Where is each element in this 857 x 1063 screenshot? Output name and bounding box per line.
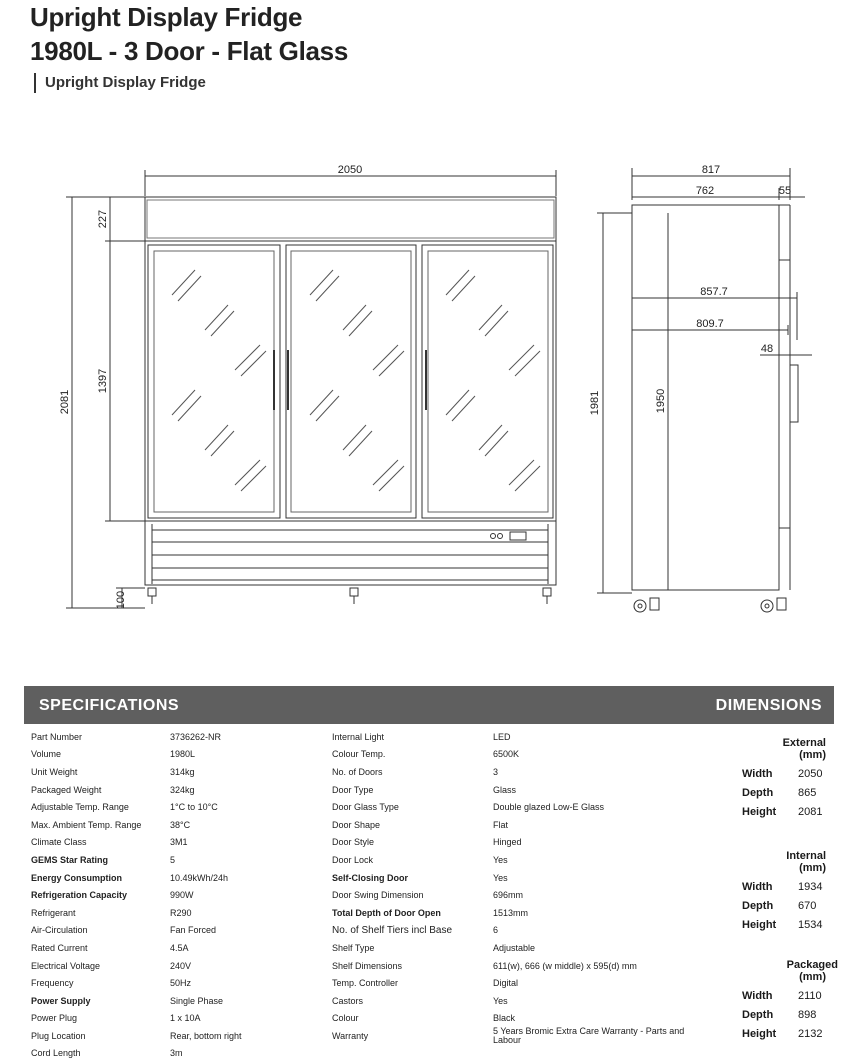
spec-label: No. of Doors [332, 766, 383, 777]
spec-label: Warranty [332, 1031, 369, 1042]
spec-label: Door Style [332, 837, 375, 848]
spec-value: Digital [493, 978, 519, 989]
spec-value: 3736262-NR [170, 731, 222, 742]
spec-label: Electrical Voltage [31, 960, 101, 971]
spec-value: Yes [493, 872, 508, 883]
dim-internal-unit: (mm) [799, 862, 826, 874]
spec-value: Hinged [493, 837, 522, 848]
dim-value: 865 [798, 787, 817, 799]
spec-value: Yes [493, 995, 508, 1006]
spec-row [332, 781, 693, 799]
spec-value: Glass [493, 784, 517, 795]
dim-label: Depth [742, 1009, 774, 1021]
spec-value: 611(w), 666 (w middle) x 595(d) mm [493, 960, 637, 971]
spec-label: Power Plug [31, 1013, 78, 1024]
specs-table-left [31, 728, 320, 1062]
spec-value: 6500K [493, 749, 520, 760]
spec-label: Door Shape [332, 819, 381, 830]
spec-row [31, 904, 320, 922]
spec-label: Frequency [31, 978, 74, 989]
spec-row [31, 922, 320, 940]
dim-side-depth-open-2: 809.7 [696, 318, 724, 330]
dim-canopy-height: 227 [97, 209, 109, 229]
spec-row [31, 834, 320, 852]
dim-value: 670 [798, 900, 817, 912]
spec-label: Colour [332, 1013, 359, 1024]
dimensions-packaged [738, 959, 838, 1044]
spec-label: No. of Shelf Tiers incl Base [332, 924, 453, 936]
dim-door-thickness: 55 [778, 185, 792, 197]
dim-front-height: 2081 [59, 389, 71, 415]
dim-internal-depth-row [738, 897, 838, 916]
spec-label: Unit Weight [31, 766, 78, 777]
dim-door-height: 1397 [97, 368, 109, 394]
spec-value: Fan Forced [170, 925, 217, 936]
spec-row [31, 1045, 320, 1063]
spec-label: Door Swing Dimension [332, 890, 424, 901]
spec-label: Door Type [332, 784, 374, 795]
spec-row [31, 869, 320, 887]
spec-label: Max. Ambient Temp. Range [31, 819, 142, 830]
dimensions-external [738, 737, 838, 822]
dim-value: 2050 [798, 768, 823, 780]
spec-label: Self-Closing Door [332, 872, 408, 883]
spec-label: Colour Temp. [332, 749, 386, 760]
spec-row [31, 851, 320, 869]
dim-label: Height [742, 919, 777, 931]
spec-row [31, 886, 320, 904]
spec-value: 38°C [170, 819, 191, 830]
spec-row [31, 763, 320, 781]
dimensions-heading: DIMENSIONS [715, 697, 822, 714]
spec-row [31, 1027, 320, 1045]
dim-label: Width [742, 881, 773, 893]
dim-handle-depth: 48 [760, 343, 774, 355]
dim-value: 1534 [798, 919, 823, 931]
dim-label: Width [742, 768, 773, 780]
spec-label: Air-Circulation [31, 925, 88, 936]
spec-row [31, 746, 320, 764]
spec-value: 696mm [493, 890, 524, 901]
dim-value: 898 [798, 1009, 817, 1021]
spec-value: 1 x 10A [170, 1013, 201, 1024]
dim-side-height-1: 1981 [589, 390, 601, 416]
dim-side-depth-open-1: 857.7 [700, 286, 728, 298]
spec-label: Volume [31, 749, 62, 760]
page-subtitle: Upright Display Fridge [34, 73, 206, 93]
spec-row [31, 992, 320, 1010]
spec-value: 1513mm [493, 907, 529, 918]
spec-value: Double glazed Low-E Glass [493, 802, 605, 813]
dim-label: Width [742, 990, 773, 1002]
spec-row [332, 1010, 693, 1028]
spec-value: 5 Years Bromic Extra Care Warranty - Parts and Labour [493, 1026, 685, 1046]
dim-label: Depth [742, 900, 774, 912]
spec-label: Power Supply [31, 995, 91, 1006]
specs-table-right [332, 728, 693, 1045]
spec-row [332, 992, 693, 1010]
spec-label: Castors [332, 995, 364, 1006]
dim-internal-heading: Internal [786, 850, 826, 862]
dim-side-depth-total: 817 [701, 164, 721, 176]
spec-value: Yes [493, 854, 508, 865]
page-title: Upright Display Fridge [30, 2, 303, 32]
dim-packaged-unit: (mm) [799, 971, 826, 983]
spec-label: Refrigerant [31, 907, 76, 918]
spec-row [332, 851, 693, 869]
spec-label: Internal Light [332, 731, 385, 742]
spec-value: 1980L [170, 749, 196, 760]
spec-value: Rear, bottom right [170, 1030, 242, 1041]
dim-internal-height-row [738, 916, 838, 935]
spec-label: Adjustable Temp. Range [31, 802, 129, 813]
spec-row [31, 974, 320, 992]
spec-value: 3 [493, 766, 499, 777]
spec-row [332, 1027, 693, 1045]
spec-row [31, 1010, 320, 1028]
dim-packaged-width-row [738, 987, 838, 1006]
page-title-model: 1980L - 3 Door - Flat Glass [30, 36, 348, 66]
specifications-header-bar [24, 686, 834, 724]
spec-row [332, 798, 693, 816]
spec-value: 3m [170, 1048, 183, 1059]
spec-label: GEMS Star Rating [31, 854, 109, 865]
dim-external-unit: (mm) [799, 749, 826, 761]
dim-packaged-depth-row [738, 1006, 838, 1025]
dim-external-width-row [738, 765, 838, 784]
dim-external-height-row [738, 803, 838, 822]
spec-value: 50Hz [170, 978, 192, 989]
dim-value: 2110 [798, 990, 822, 1002]
spec-value: R290 [170, 907, 192, 918]
spec-row [332, 904, 693, 922]
dim-front-width: 2050 [337, 164, 363, 176]
spec-value: 4.5A [170, 942, 189, 953]
spec-row [332, 974, 693, 992]
spec-row [31, 781, 320, 799]
spec-label: Door Lock [332, 854, 374, 865]
spec-row [31, 816, 320, 834]
spec-label: Shelf Dimensions [332, 960, 403, 971]
spec-row [332, 728, 693, 746]
spec-row [332, 922, 693, 940]
spec-label: Rated Current [31, 942, 88, 953]
dim-side-depth-body: 762 [695, 185, 715, 197]
spec-row [332, 957, 693, 975]
spec-label: Climate Class [31, 837, 87, 848]
spec-value: 990W [170, 890, 194, 901]
spec-value: 6 [493, 925, 499, 936]
spec-value: LED [493, 731, 511, 742]
dim-packaged-heading: Packaged [786, 959, 838, 971]
spec-label: Shelf Type [332, 942, 375, 953]
spec-value: Flat [493, 819, 509, 830]
spec-value: 324kg [170, 784, 195, 795]
spec-row [332, 746, 693, 764]
spec-row [332, 939, 693, 957]
spec-label: Total Depth of Door Open [332, 907, 441, 918]
dim-external-heading: External [782, 737, 826, 749]
spec-value: 3M1 [170, 837, 188, 848]
spec-row [332, 886, 693, 904]
spec-label: Energy Consumption [31, 872, 123, 883]
specifications-heading: SPECIFICATIONS [39, 697, 180, 714]
spec-row [31, 939, 320, 957]
spec-value: Black [493, 1013, 516, 1024]
spec-value: 10.49kWh/24h [170, 872, 229, 883]
dim-value: 1934 [798, 881, 823, 893]
spec-label: Door Glass Type [332, 802, 399, 813]
spec-value: Single Phase [170, 995, 224, 1006]
dim-castor-height: 100 [115, 590, 127, 610]
spec-row [332, 816, 693, 834]
dim-internal-width-row [738, 878, 838, 897]
spec-label: Temp. Controller [332, 978, 399, 989]
dim-label: Depth [742, 787, 774, 799]
dim-value: 2081 [798, 806, 823, 818]
dimensions-internal [738, 850, 838, 935]
spec-label: Refrigeration Capacity [31, 890, 128, 901]
dim-packaged-height-row [738, 1025, 838, 1044]
spec-row [332, 869, 693, 887]
dim-external-depth-row [738, 784, 838, 803]
spec-row [31, 798, 320, 816]
spec-label: Packaged Weight [31, 784, 102, 795]
spec-label: Part Number [31, 731, 83, 742]
spec-label: Plug Location [31, 1030, 86, 1041]
dim-label: Height [742, 1028, 777, 1040]
dim-value: 2132 [798, 1028, 823, 1040]
spec-value: 5 [170, 854, 176, 865]
spec-row [31, 728, 320, 746]
spec-value: 1°C to 10°C [170, 802, 218, 813]
spec-value: Adjustable [493, 942, 536, 953]
dim-label: Height [742, 806, 777, 818]
spec-value: 240V [170, 960, 192, 971]
spec-row [31, 957, 320, 975]
spec-value: 314kg [170, 766, 195, 777]
technical-drawing [0, 150, 857, 620]
spec-row [332, 834, 693, 852]
dim-side-height-2: 1950 [655, 388, 667, 414]
spec-row [332, 763, 693, 781]
spec-label: Cord Length [31, 1048, 81, 1059]
